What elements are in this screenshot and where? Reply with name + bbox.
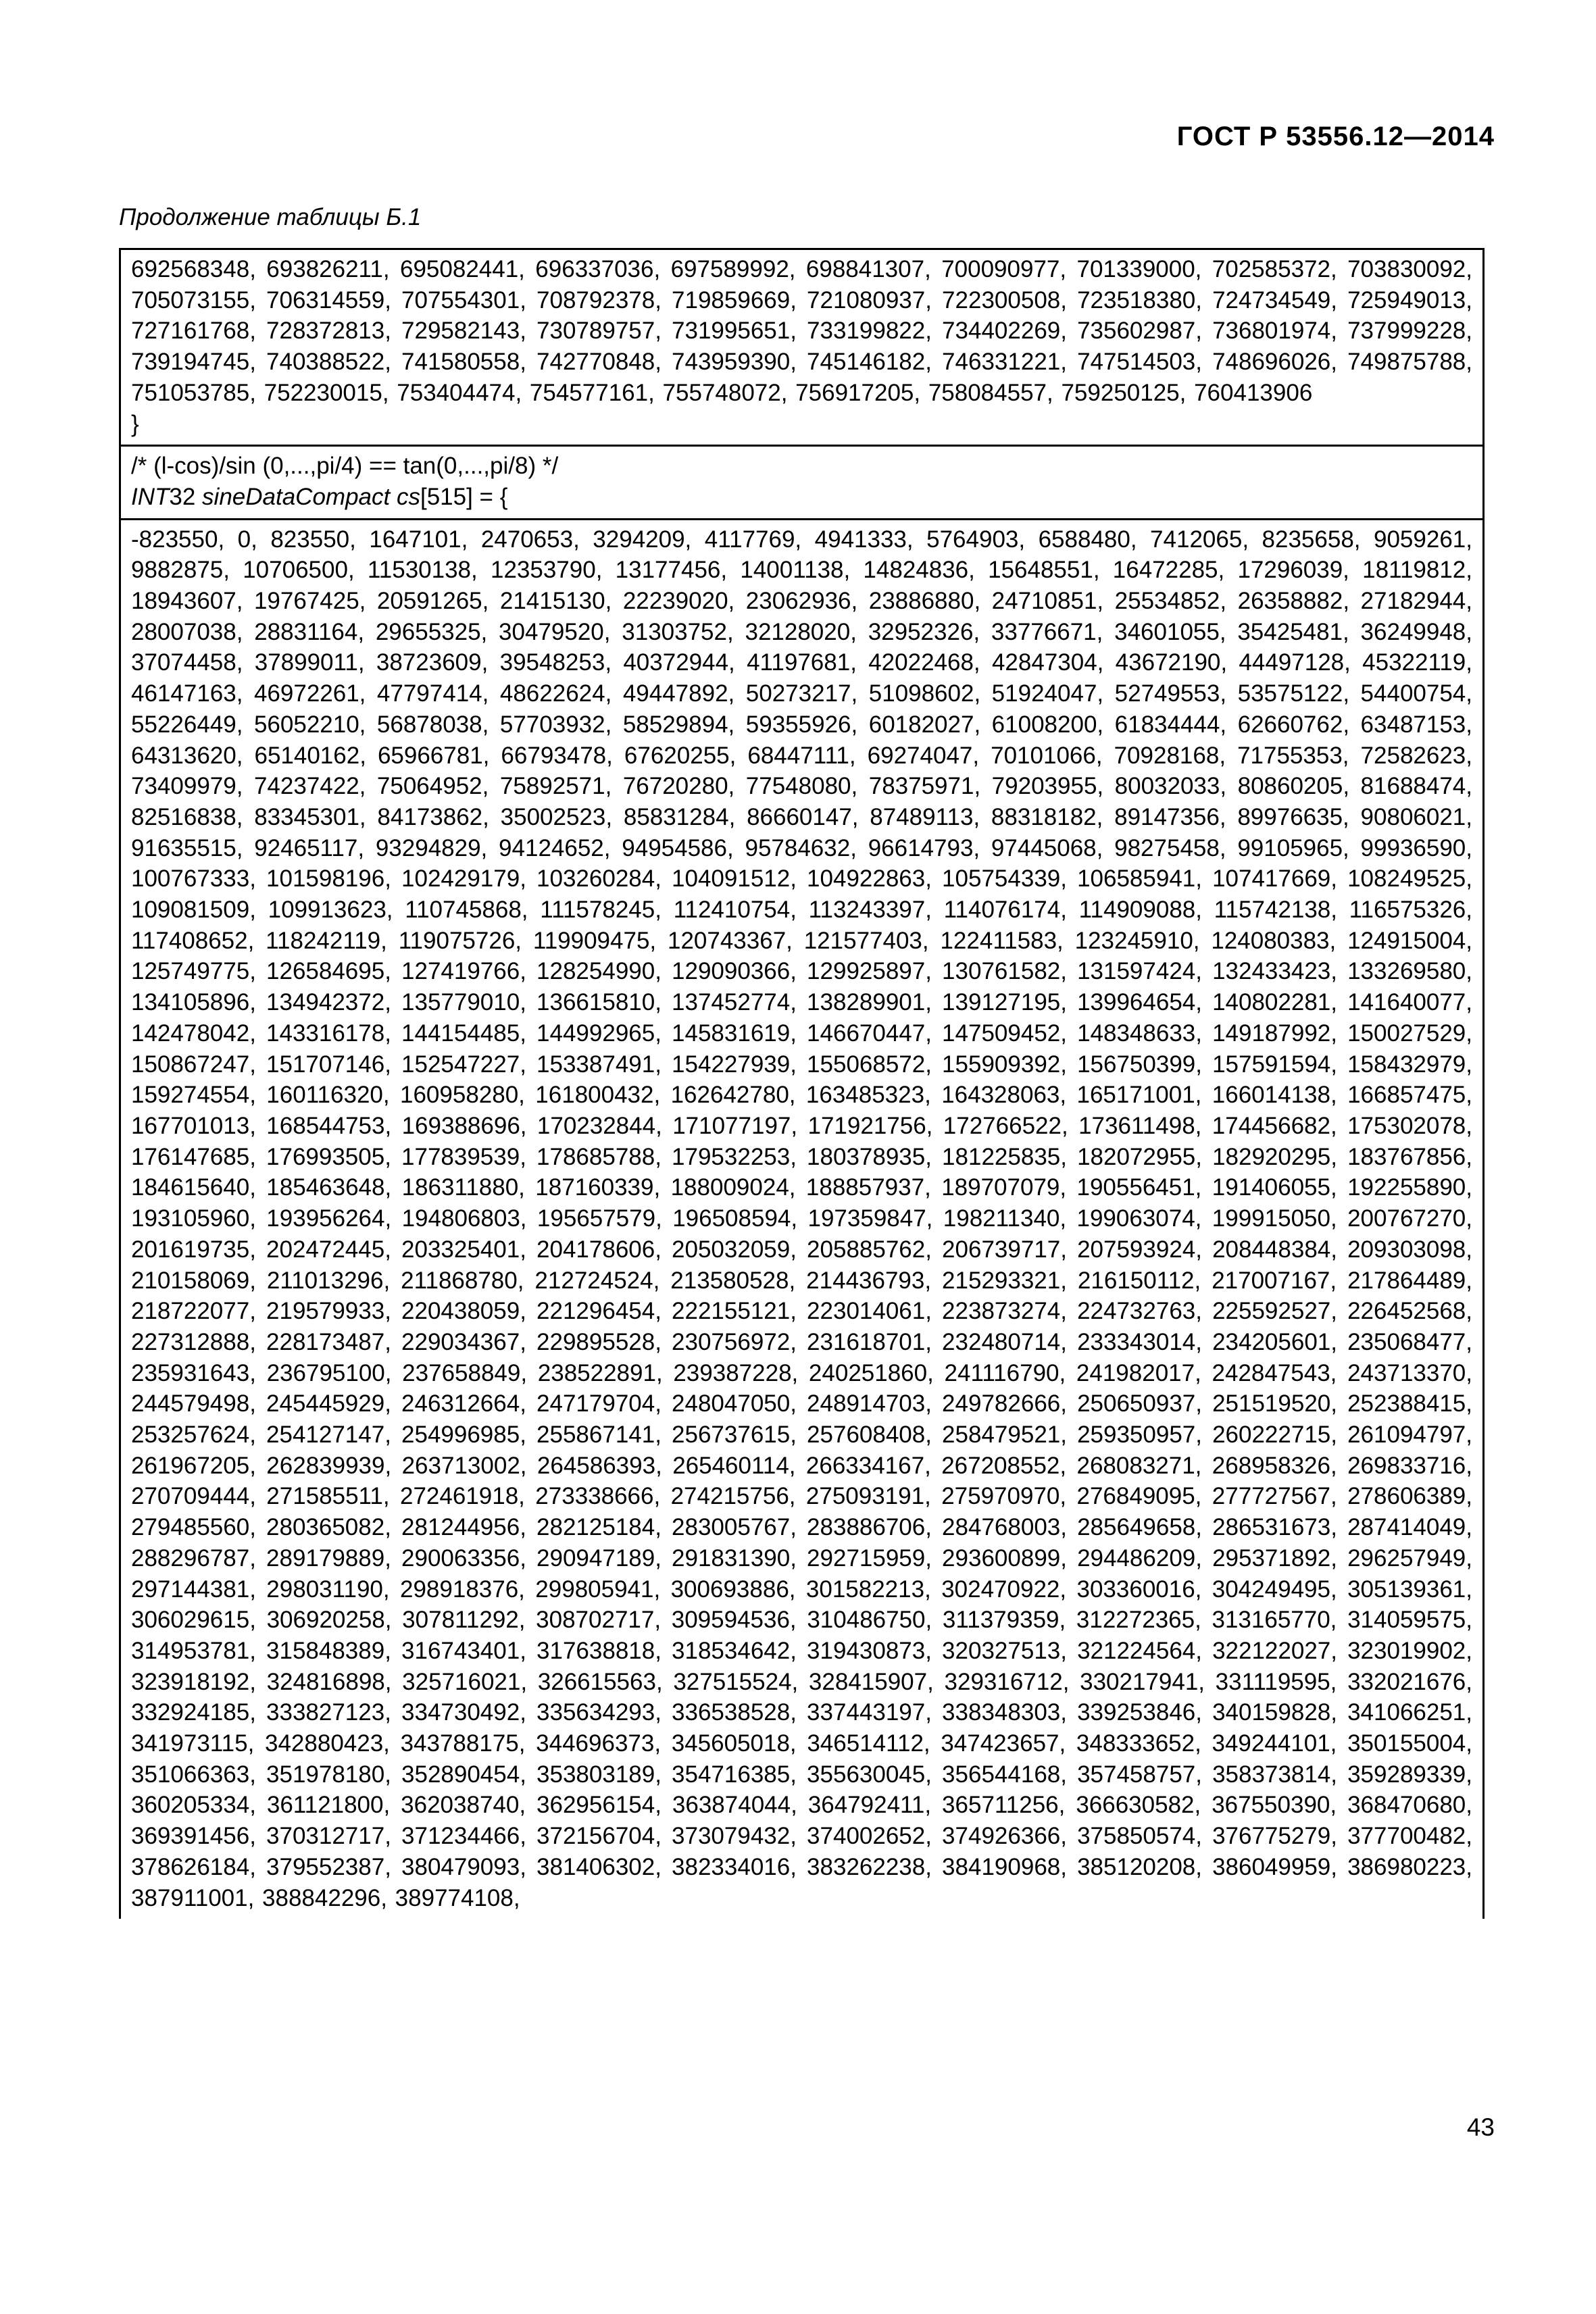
decl-type: INT	[131, 483, 170, 510]
table-row	[120, 249, 1484, 446]
closing-brace: }	[131, 410, 139, 437]
code-declaration	[131, 482, 1472, 513]
table-cell-block2	[120, 446, 1484, 519]
values-block-3: -823550, 0, 823550, 1647101, 2470653, 3294209, 4117769, 4941333, 5764903, 6588480, 7412065, 8235658, 9059261, 9882875, 10706500, 11530138, 12353790, 13177456, 14001138, 14824836, 15648551, 16472285, 17296039, 18119812, 18943607, 19767425, 20591265, 21415130, 22239020, 23062936, 23886880, 24710851, 25534852, 26358882, 27182944, 28007038, 28831164, 29655325, 30479520, 31303752, 32128020, 32952326, 33776671, 34601055, 35425481, 36249948, 37074458, 37899011, 38723609, 39548253, 40372944, 41197681, 42022468, 42847304, 43672190, 44497128, 45322119, 46147163, 46972261, 47797414, 48622624, 49447892, 50273217, 51098602, 51924047, 52749553, 53575122, 54400754, 55226449, 56052210, 56878038, 57703932, 58529894, 59355926, 60182027, 61008200, 61834444, 62660762, 63487153, 64313620, 65140162, 65966781, 66793478, 67620255, 68447111, 69274047, 70101066, 70928168, 71755353, 72582623, 73409979, 74237422, 75064952, 75892571, 76720280, 77548080, 78375971, 79203955, 80032033, 80860205, 81688474, 82516838, 83345301, 84173862, 35002523, 85831284, 86660147, 87489113, 88318182, 89147356, 89976635, 90806021, 91635515, 92465117, 93294829, 94124652, 94954586, 95784632, 96614793, 97445068, 98275458, 99105965, 99936590, 100767333, 101598196, 102429179, 103260284, 104091512, 104922863, 105754339, 106585941, 107417669, 108249525, 109081509, 109913623, 110745868, 111578245, 112410754, 113243397, 114076174, 114909088, 115742138, 116575326, 117408652, 118242119, 119075726, 119909475, 120743367, 121577403, 122411583, 123245910, 124080383, 124915004, 125749775, 126584695, 127419766, 128254990, 129090366, 129925897, 130761582, 131597424, 132433423, 133269580, 134105896, 134942372, 135779010, 136615810, 137452774, 138289901, 139127195, 139964654, 140802281, 141640077, 142478042, 143316178, 144154485, 144992965, 145831619, 146670447, 147509452, 148348633, 149187992, 150027529, 150867247, 151707146, 152547227, 153387491, 154227939, 155068572, 155909392, 156750399, 157591594, 158432979, 159274554, 160116320, 160958280, 161800432, 162642780, 163485323, 164328063, 165171001, 166014138, 166857475, 167701013, 168544753, 169388696, 170232844, 171077197, 171921756, 172766522, 173611498, 174456682, 175302078, 176147685, 176993505, 177839539, 178685788, 179532253, 180378935, 181225835, 182072955, 182920295, 183767856, 184615640, 185463648, 186311880, 187160339, 188009024, 188857937, 189707079, 190556451, 191406055, 192255890, 193105960, 193956264, 194806803, 195657579, 196508594, 197359847, 198211340, 199063074, 199915050, 200767270, 201619735, 202472445, 203325401, 204178606, 205032059, 205885762, 206739717, 207593924, 208448384, 209303098, 210158069, 211013296, 211868780, 212724524, 213580528, 214436793, 215293321, 216150112, 217007167, 217864489, 218722077, 219579933, 220438059, 221296454, 222155121, 223014061, 223873274, 224732763, 225592527, 226452568, 227312888, 228173487, 229034367, 229895528, 230756972, 231618701, 232480714, 233343014, 234205601, 235068477, 235931643, 236795100, 237658849, 238522891, 239387228, 240251860, 241116790, 241982017, 242847543, 243713370, 244579498, 245445929, 246312664, 247179704, 248047050, 248914703, 249782666, 250650937, 251519520, 252388415, 253257624, 254127147, 254996985, 255867141, 256737615, 257608408, 258479521, 259350957, 260222715, 261094797, 261967205, 262839939, 263713002, 264586393, 265460114, 266334167, 267208552, 268083271, 268958326, 269833716, 270709444, 271585511, 272461918, 273338666, 274215756, 275093191, 275970970, 276849095, 277727567, 278606389, 279485560, 280365082, 281244956, 282125184, 283005767, 283886706, 284768003, 285649658, 286531673, 287414049, 288296787, 289179889, 290063356, 290947189, 291831390, 292715959, 293600899, 294486209, 295371892, 296257949, 297144381, 298031190, 298918376, 299805941, 300693886, 301582213, 302470922, 303360016, 304249495, 305139361, 306029615, 306920258, 307811292, 308702717, 309594536, 310486750, 311379359, 312272365, 313165770, 314059575, 314953781, 315848389, 316743401, 317638818, 318534642, 319430873, 320327513, 321224564, 322122027, 323019902, 323918192, 324816898, 325716021, 326615563, 327515524, 328415907, 329316712, 330217941, 331119595, 332021676, 332924185, 333827123, 334730492, 335634293, 336538528, 337443197, 338348303, 339253846, 340159828, 341066251, 341973115, 342880423, 343788175, 344696373, 345605018, 346514112, 347423657, 348333652, 349244101, 350155004, 351066363, 351978180, 352890454, 353803189, 354716385, 355630045, 356544168, 357458757, 358373814, 359289339, 360205334, 361121800, 362038740, 362956154, 363874044, 364792411, 365711256, 366630582, 367550390, 368470680, 369391456, 370312717, 371234466, 372156704, 373079432, 374002652, 374926366, 375850574, 376775279, 377700482, 378626184, 379552387, 380479093, 381406302, 382334016, 383262238, 384190968, 385120208, 386049959, 386980223, 387911001, 388842296, 389774108,	[131, 526, 1472, 1911]
decl-name: sineDataCompact cs	[202, 483, 420, 510]
data-table	[119, 248, 1485, 1919]
table-cell-block3	[120, 519, 1484, 1919]
table-caption: Продолжение таблицы Б.1	[119, 204, 422, 230]
decl-bits: 32	[169, 483, 203, 510]
decl-tail: [515] = {	[420, 483, 508, 510]
document-standard-header: ГОСТ Р 53556.12—2014	[1176, 122, 1495, 151]
table-row	[120, 519, 1484, 1919]
table-row	[120, 446, 1484, 519]
code-comment: /* (l-cos)/sin (0,...,pi/4) == tan(0,...,pi/8) */	[131, 453, 559, 480]
table-cell-block1	[120, 249, 1484, 446]
values-block-1: 692568348, 693826211, 695082441, 696337036, 697589992, 698841307, 700090977, 701339000, 702585372, 703830092, 705073155, 706314559, 707554301, 708792378, 719859669, 721080937, 722300508, 723518380, 724734549, 725949013, 727161768, 728372813, 729582143, 730789757, 731995651, 733199822, 734402269, 735602987, 736801974, 737999228, 739194745, 740388522, 741580558, 742770848, 743959390, 745146182, 746331221, 747514503, 748696026, 749875788, 751053785, 752230015, 753404474, 754577161, 755748072, 756917205, 758084557, 759250125, 760413906	[131, 256, 1472, 406]
page-number: 43	[1466, 2113, 1495, 2141]
